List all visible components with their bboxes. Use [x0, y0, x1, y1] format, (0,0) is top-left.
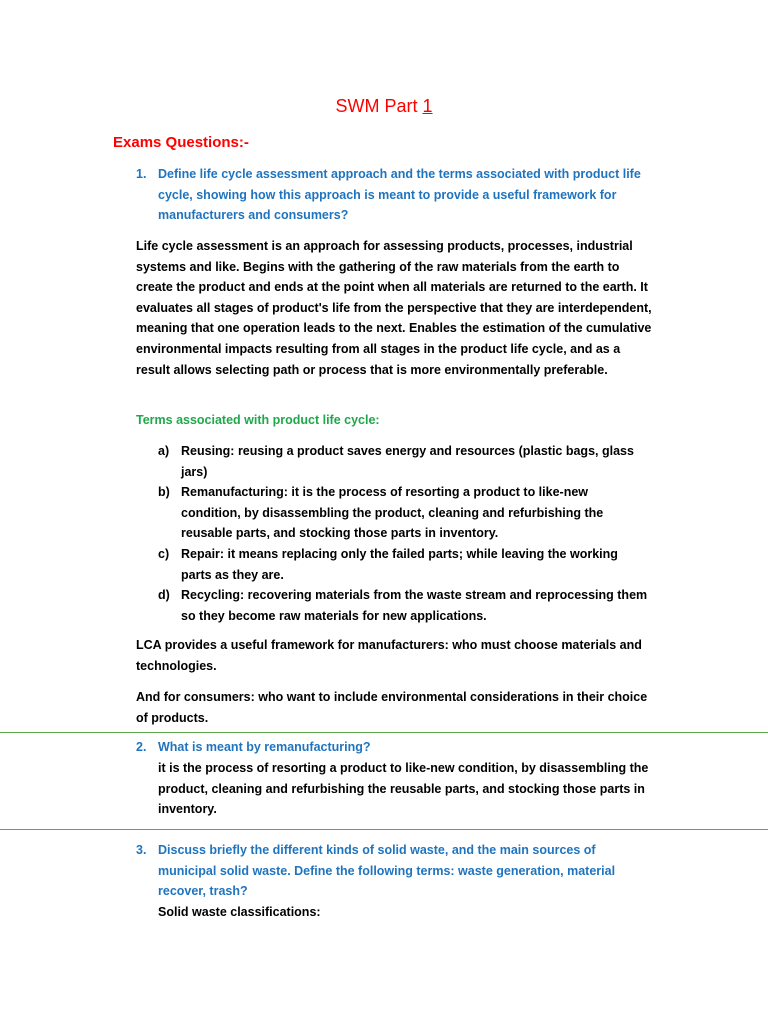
list-item-text: Recycling: recovering materials from the waste stream and reprocessing them so they become raw materials for new applications. [181, 588, 648, 623]
list-marker: b) [158, 485, 170, 500]
list-item-text: Reusing: reusing a product saves energy and resources (plastic bags, glass jars) [181, 444, 634, 479]
list-item-text: Repair: it means replacing only the failed parts; while leaving the working parts as they are. [181, 546, 618, 582]
title-prefix: SWM Part [335, 96, 423, 116]
question-2 [136, 737, 656, 758]
lca-manufacturers-paragraph: LCA provides a useful framework for manufacturers: who must choose materials and technologies. [136, 638, 642, 673]
question-3-text: Discuss briefly the different kinds of solid waste, and the main sources of municipal solid waste. Define the following terms: waste generation, material recover, trash? [158, 843, 616, 899]
divider [0, 829, 768, 830]
list-item [158, 585, 648, 626]
list-item [158, 544, 648, 585]
question-2-number: 2. [136, 740, 147, 754]
list-item [158, 482, 648, 544]
section-heading: Exams Questions:- [113, 134, 249, 151]
lca-consumers-paragraph: And for consumers: who want to include environmental considerations in their choice of products. [136, 690, 648, 725]
terms-heading: Terms associated with product life cycle: [136, 413, 380, 427]
question-2-text: What is meant by remanufacturing? [158, 740, 371, 754]
list-marker: d) [158, 588, 170, 603]
title-number: 1 [422, 96, 433, 116]
question-3-answer-start: Solid waste classifications: [158, 905, 321, 919]
list-item [158, 441, 648, 482]
list-marker: c) [158, 546, 170, 561]
question-3-number: 3. [136, 843, 147, 857]
list-marker: a) [158, 444, 170, 458]
page-title [0, 94, 768, 118]
question-1-answer: Life cycle assessment is an approach for assessing products, processes, industrial systems and like. Begins with the gathering of the raw materials from the earth to create the product and ends at the point when all materials are returned to the earth. It evaluates all stages of product's life from the perspective that they are interdependent, meaning that one operation leads to the next. Enables the estimation of the cumulative environmental impacts resulting from all stages in the product life cycle, and as a result allows selecting path or process that is more environmentally preferable. [136, 239, 652, 377]
question-1 [136, 164, 656, 226]
divider [0, 732, 768, 733]
question-1-number: 1. [136, 167, 147, 181]
terms-list [158, 441, 648, 626]
question-3 [136, 840, 656, 902]
question-1-text: Define life cycle assessment approach and the terms associated with product life cycle, showing how this approach is meant to provide a useful framework for manufacturers and consumers? [158, 167, 641, 223]
list-item-text: Remanufacturing: it is the process of resorting a product to like-new condition, by disassembling the product, cleaning and refurbishing the reusable parts, and stocking those parts in inventory. [181, 485, 604, 541]
question-2-answer: it is the process of resorting a product to like-new condition, by disassembling the product, cleaning and refurbishing the reusable parts, and stocking those parts in inventory. [158, 761, 649, 817]
